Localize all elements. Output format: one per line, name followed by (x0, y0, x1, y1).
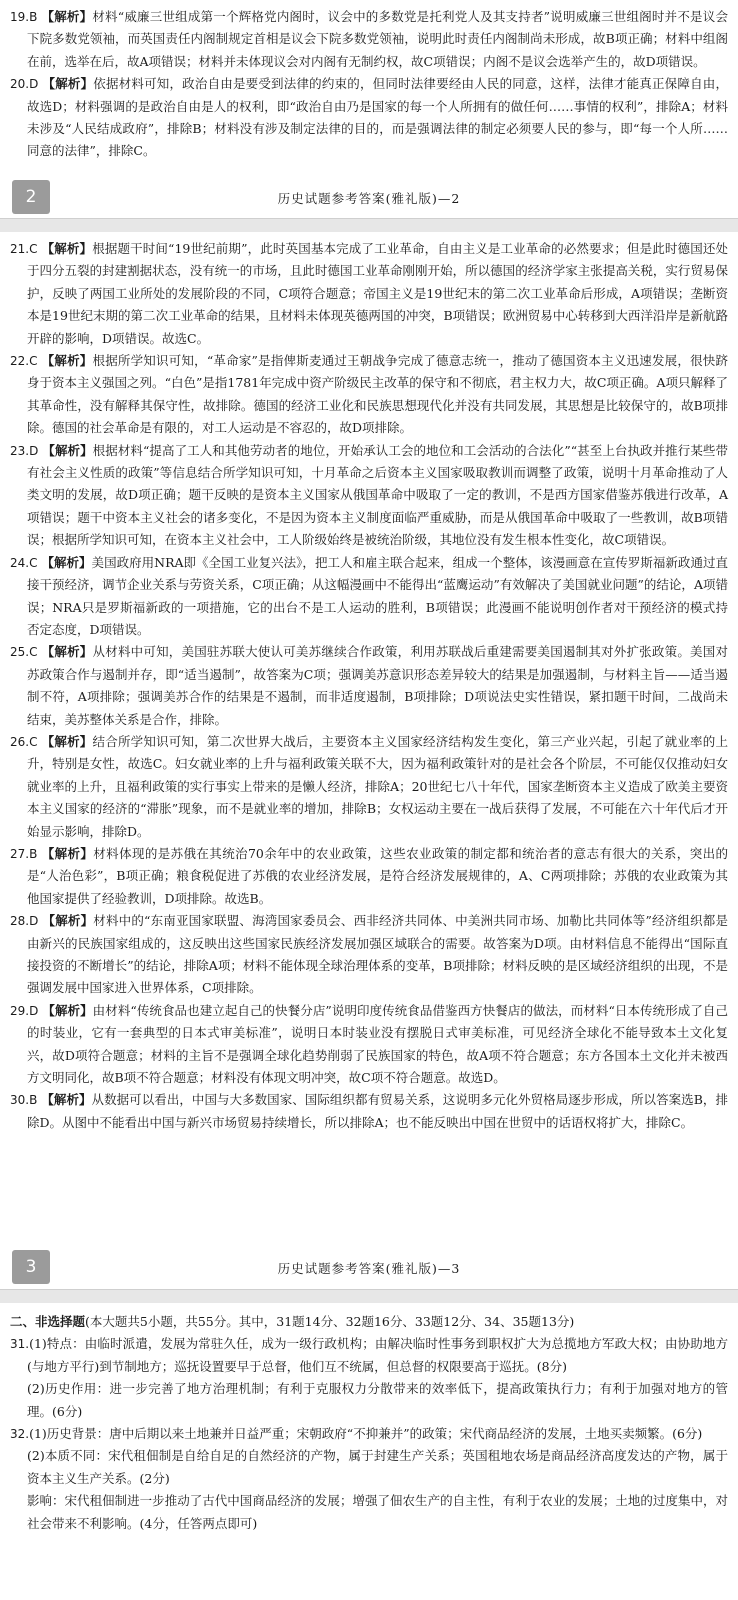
answer-text: (2)本质不同：宋代租佃制是自给自足的自然经济的产物，属于封建生产关系；英国租地农场是商品经济高度发达的产物，属于资本主义生产关系。(2分) (27, 1448, 728, 1486)
answer-text: 根据所学知识可知，“革命家”是指俾斯麦通过王朝战争完成了德意志统一，推动了德国资本主义迅速发展，很快跻身于资本主义强国之列。“白色”是指1781年完成中资产阶级民主改革的保守和不彻底，君主权力大，故C项正确。A项只解释了其革命性，没有解释其保守性，故排除。德国的经济工业化和民族思想现代化并没有共同发展，其思想是比较保守的，故B项排除。德国的社会革命是有限的，对工人运动是不容忍的，故D项排除。 (27, 353, 728, 436)
answer-31-part-2 (10, 1378, 728, 1423)
answer-31-part-1 (10, 1333, 728, 1378)
answer-list (10, 238, 728, 1134)
answer-text: 材料“威廉三世组成第一个辉格党内阁时，议会中的多数党是托利党人及其支持者”说明威廉三世组阁时并不是议会下院多数党领袖，而英国责任内阁制规定首相是议会下院多数党领袖，说明此时责任内阁制尚未形成，故B项正确；材料中组阁在前，选举在后，故A项错误；材料并未体现议会对内阁有无制约权，故C项错误；内阁不是议会选举产生的，故D项错误。 (27, 9, 728, 69)
answer-25 (10, 641, 728, 731)
answer-32-part-1 (10, 1423, 728, 1445)
answer-text: (1)历史背景：唐中后期以来土地兼并日益严重；宋朝政府“不抑兼并”的政策；宋代商品经济的发展，土地买卖频繁。(6分) (29, 1426, 703, 1442)
answer-number: 22.C (10, 354, 38, 369)
answer-number: 20.D (10, 77, 39, 92)
answer-29 (10, 1000, 728, 1090)
footer-title: 历史试题参考答案(雅礼版)—3 (277, 1261, 461, 1276)
answer-text: 影响：宋代租佃制进一步推动了古代中国商品经济的发展；增强了佃农生产的自主性，有利于农业的发展；土地的过度集中，对社会带来不利影响。(4分，任答两点即可) (27, 1493, 728, 1531)
answer-number: 32. (10, 1427, 30, 1442)
answer-list (10, 1311, 728, 1535)
answer-32-part-2 (10, 1445, 728, 1490)
analysis-tag: 【解析】 (41, 9, 93, 24)
answer-24 (10, 552, 728, 642)
answer-number: 21.C (10, 242, 38, 256)
analysis-tag: 【解析】 (42, 76, 94, 92)
answer-23 (10, 440, 728, 552)
answer-number: 30.B (10, 1093, 38, 1108)
page-footer (0, 1250, 738, 1284)
answer-20 (10, 73, 728, 163)
answer-text: 根据材料“提高了工人和其他劳动者的地位，开始承认工会的地位和工会活动的合法化”“甚至上台执政并推行某些带有社会主义性质的政策”等信息结合所学知识可知，十月革命之后资本主义国家吸取教训而调整了政策，说明十月革命推动了人类文明的发展，故D项正确；题干反映的是资本主义国家从俄国革命中吸取了一定的教训，不是西方国家借鉴苏俄进行改革，A项错误；题干中资本主义社会的诸多变化，不是因为资本主义制度面临严重威胁，而是从俄国革命中吸取了一些教训，故B项错误；根据所学知识可知，在资本主义社会中，工人阶级始终是被统治阶级，其地位没有发生根本性变化，故C项错误。 (27, 442, 728, 548)
answer-number: 19.B (10, 10, 38, 24)
answer-text: 从材料中可知，美国驻苏联大使认可美苏继续合作政策，利用苏联战后重建需要美国遏制其对外扩张政策。美国对苏政策合作与遏制并存，即“适当遏制”，故答案为C项；强调美苏意识形态差异较大的结果是加强遏制，与材料主旨——适当遏制不符，A项排除；强调美苏合作的结果是不遏制，而非适度遏制，B项排除；D项说法史实性错误，紧扣题干时间，二战尚未结束，美苏整体关系是合作，排除。 (27, 644, 728, 727)
answer-28 (10, 910, 728, 1000)
page-3 (0, 232, 738, 1289)
answer-number: 28.D (10, 914, 39, 929)
analysis-tag: 【解析】 (41, 241, 93, 256)
answer-text: 材料体现的是苏俄在其统治70余年中的农业政策，这些农业政策的制定都和统治者的意志有很大的关系，突出的是“人治色彩”，B项正确；粮食税促进了苏俄的农业经济发展，是符合经济发展规律的，A、C两项排除；苏俄的农业政策为其他国家提供了经验教训，D项排除。故选B。 (27, 845, 728, 906)
answer-26 (10, 731, 728, 843)
page-number-badge: 2 (12, 180, 50, 214)
answer-number: 26.C (10, 734, 38, 749)
answer-21 (10, 238, 728, 350)
answer-22 (10, 350, 728, 440)
page-number-badge: 3 (12, 1250, 50, 1284)
analysis-tag: 【解析】 (42, 442, 93, 458)
answer-number: 31. (10, 1337, 30, 1352)
answer-text: 从数据可以看出，中国与大多数国家、国际组织都有贸易关系，这说明多元化外贸格局逐步形成，所以答案选B，排除D。从图中不能看出中国与新兴市场贸易持续增长，所以排除A；也不能反映出中国在世贸中的话语权将扩大，排除C。 (27, 1092, 728, 1130)
analysis-tag: 【解析】 (41, 353, 93, 369)
answer-27 (10, 843, 728, 910)
analysis-tag: 【解析】 (41, 845, 94, 861)
answer-text: (2)历史作用：进一步完善了地方治理机制；有利于克服权力分散带来的效率低下，提高政策执行力；有利于加强对地方的管理。(6分) (27, 1381, 728, 1419)
page-footer (0, 180, 738, 214)
answer-text: 由材料“传统食品也建立起自己的快餐分店”说明印度传统食品借鉴西方快餐店的做法，而材料“日本传统形成了自己的时装业，它有一套典型的日本式审美标准”，说明日本时装业没有摆脱日式审美标准，可见经济全球化不能导致本土文化复兴，故D项符合题意；材料的主旨不是强调全球化趋势削弱了民族国家的特色，故A项不符合题意；东方各国本土文化并未被西方文明同化，故B项不符合题意；材料没有体现文明冲突，故C项不符合题意。故选D。 (27, 1002, 728, 1086)
answer-number: 27.B (10, 846, 38, 861)
analysis-tag: 【解析】 (42, 1002, 93, 1018)
analysis-tag: 【解析】 (41, 554, 92, 570)
analysis-tag: 【解析】 (41, 1092, 92, 1108)
answer-text: 依据材料可知，政治自由是要受到法律的约束的，但同时法律要经由人民的同意，这样，法律才能真正保障自由，故选D；材料强调的是政治自由是人的权利，即“政治自由乃是国家的每一个人所拥有的做任何……事情的权利”，排除A；材料未涉及“人民结成政府”，排除B；材料没有涉及制定法律的目的，而是强调法律的制定必须要人民的参与，即“每一个人所……同意的法律”，排除C。 (27, 76, 728, 159)
section-title: 二、非选择题 (10, 1314, 86, 1329)
footer-title: 历史试题参考答案(雅礼版)—2 (277, 191, 461, 206)
answer-number: 25.C (10, 645, 38, 660)
answer-text: (1)特点：由临时派遣，发展为常驻久任，成为一级行政机构；由解决临时性事务到职权扩大为总揽地方军政大权；由协助地方(与地方平行)到节制地方；巡抚设置要早于总督，他们互不统属，但总督的权限要高于巡抚。(8分) (27, 1336, 728, 1374)
analysis-tag: 【解析】 (42, 913, 94, 929)
answer-19 (10, 6, 728, 73)
answer-number: 23.D (10, 443, 39, 458)
analysis-tag: 【解析】 (41, 733, 93, 749)
section-heading (10, 1311, 728, 1333)
answer-text: 结合所学知识可知，第二次世界大战后，主要资本主义国家经济结构发生变化，第三产业兴起，引起了就业率的上升，特别是女性，故选C。妇女就业率的上升与福利政策关联不大，因为福利政策针对的是社会各个阶层，不可能仅仅推动妇女就业率的上升，且福利政策的实行事实上带来的是懒人经济，排除A；20世纪七八十年代，国家垄断资本主义造成了欧美主要资本主义国家的经济的“滞胀”现象，而不是就业率的增加，排除B；女权运动主要在一战后获得了发展，不可能在六十年代后才开始显示影响，排除D。 (27, 733, 728, 839)
answer-text: 材料中的“东南亚国家联盟、海湾国家委员会、西非经济共同体、中美洲共同市场、加勒比共同体等”经济组织都是由新兴的民族国家组成的，这反映出这些国家民族经济发展加强区域联合的需要。故答案为D项。由材料信息不能得出“国际直接投资的不断增长”的结论，排除A项；材料不能体现全球治理体系的变革，B项排除；材料反映的是区域经济组织的出现，不是强调发展中国家进入世界体系，C项排除。 (27, 913, 728, 996)
section-note: (本大题共5小题，共55分。其中，31题14分、32题16分、33题12分、34、35题13分) (85, 1314, 575, 1329)
answer-text: 美国政府用NRA即《全国工业复兴法》，把工人和雇主联合起来，组成一个整体，该漫画意在宣传罗斯福新政通过直接干预经济，调节企业关系与劳资关系，C项正确；从这幅漫画中不能得出“蓝鹰运动”有效解决了美国就业问题”的结论，A项错误；NRA只是罗斯福新政的一项措施，它的出台不是工人运动的胜利，B项错误；此漫画不能说明创作者对干预经济的模式持否定态度，D项错误。 (27, 554, 728, 637)
page-4-fragment (0, 1303, 738, 1600)
answer-number: 24.C (10, 555, 38, 570)
analysis-tag: 【解析】 (41, 644, 93, 660)
answer-list (10, 6, 728, 163)
answer-text: 根据题干时间“19世纪前期”，此时英国基本完成了工业革命，自由主义是工业革命的必然要求；但是此时德国还处于四分五裂的封建割据状态，没有统一的市场，且此时德国工业革命刚刚开始，所以德国的经济学家主张提高关税，实行贸易保护，反映了两国工业所处的发展阶段的不同，C项符合题意；帝国主义是19世纪末的第二次工业革命后形成，A项错误；垄断资本是19世纪末期的第二次工业革命的结果，且材料未体现英德两国的冲突，B项错误；欧洲贸易中心转移到大西洋沿岸是新航路开辟的影响，D项错误。故选C。 (27, 241, 728, 346)
answer-30 (10, 1089, 728, 1134)
page-2-fragment (0, 0, 738, 218)
answer-32-part-3 (10, 1490, 728, 1535)
answer-number: 29.D (10, 1003, 39, 1018)
